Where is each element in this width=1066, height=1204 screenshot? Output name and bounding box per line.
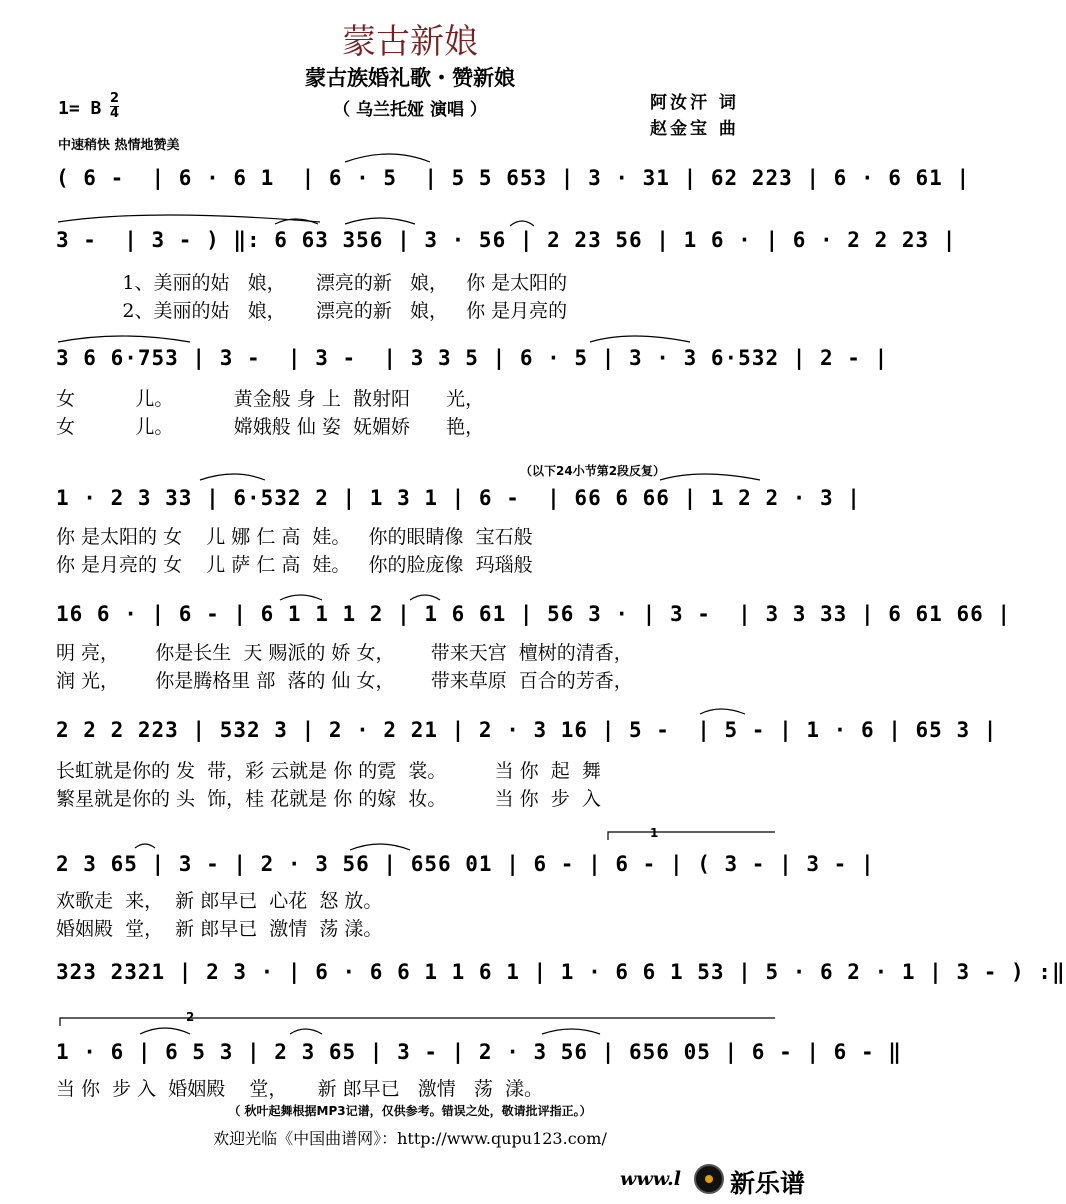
score-row-5: 16 6 · | 6 - | 6 1 1 1 2 | 1 6 61 | 56 3 · | 3 - | 3 3 33 | 6 61 66 | <box>56 602 1012 626</box>
slur <box>140 1028 190 1034</box>
repeat-note: （以下24小节第2段反复） <box>520 464 666 478</box>
lyric-row-3b: 你 是月亮的 女 儿 萨 仁 高 娃。 你的脸庞像 玛瑙般 <box>56 554 533 576</box>
disclaimer-note: （ 秋叶起舞根据MP3记谱，仅供参考。错误之处，敬请批评指正。） <box>228 1104 592 1118</box>
logo-name: 新乐谱 <box>730 1169 806 1198</box>
lyric-row-6b: 婚姻殿 堂， 新 郎早已 激情 荡 漾。 <box>56 918 383 940</box>
score-row-6: 2 2 2 223 | 532 3 | 2 · 2 21 | 2 · 3 16 | 5 - | 5 - | 1 · 6 | 65 3 | <box>56 718 998 742</box>
time-signature-bottom: 4 <box>110 106 120 121</box>
score-row-1: ( 6 - | 6 · 6 1 | 6 · 5 | 5 5 653 | 3 · 31 | 62 223 | 6 · 6 61 | <box>56 166 971 190</box>
slur <box>590 336 690 342</box>
slur <box>58 336 190 342</box>
slur <box>280 595 322 600</box>
song-subtitle: 蒙古族婚礼歌・赞新娘 <box>305 66 515 90</box>
slur <box>510 221 534 226</box>
lyric-row-5b: 繁星就是你的 头 饰，桂 花就是 你 的嫁 妆。 当 你 步 入 <box>56 788 601 810</box>
lyric-row-1b: 2、美丽的姑 娘， 漂亮的新 娘， 你 是月亮的 <box>56 300 568 322</box>
slur <box>345 218 415 224</box>
lyric-row-2a: 女 儿。 黄金般 身 上 散射阳 光， <box>56 388 485 410</box>
score-row-3: 3 6 6·753 | 3 - | 3 - | 3 3 5 | 6 · 5 | 3 · 3 6·532 | 2 - | <box>56 346 889 370</box>
score-row-7: 2 3 65 | 3 - | 2 · 3 56 | 656 01 | 6 - | 6 - | ( 3 - | 3 - | <box>56 852 875 876</box>
slur <box>200 474 265 480</box>
slur <box>345 154 430 162</box>
slur <box>410 595 440 600</box>
score-row-9: 1 · 6 | 6 5 3 | 2 3 65 | 3 - | 2 · 3 56 | 656 05 | 6 - | 6 - ‖ <box>56 1040 902 1064</box>
score-row-8: 323 2321 | 2 3 · | 6 · 6 6 1 1 6 1 | 1 · 6 6 1 53 | 5 · 6 2 · 1 | 3 - ) :‖ <box>56 960 1066 984</box>
volta-2-bracket <box>60 1018 775 1026</box>
score-row-4: 1 · 2 3 33 | 6·532 2 | 1 3 1 | 6 - | 66 6 66 | 1 2 2 · 3 | <box>56 486 861 510</box>
lyricist-credit: 阿汝汗 词 <box>650 93 739 113</box>
lyric-row-1a: 1、美丽的姑 娘， 漂亮的新 娘， 你 是太阳的 <box>56 272 568 294</box>
slur <box>350 844 410 850</box>
time-signature-top: 2 <box>110 91 120 106</box>
logo-url-text: www.l <box>620 1168 681 1190</box>
lyric-row-6a: 欢歌走 来， 新 郎早已 心花 怒 放。 <box>56 890 383 912</box>
slur <box>700 709 745 714</box>
performer-line: （ 乌兰托娅 演唱 ） <box>333 100 487 120</box>
lyric-row-2b: 女 儿。 嫦娥般 仙 姿 妩媚娇 艳， <box>56 416 485 438</box>
slur <box>660 474 760 480</box>
volta-2-label: 2 <box>186 1010 195 1024</box>
lyric-row-4a: 明 亮， 你是长生 天 赐派的 娇 女， 带来天宫 檀树的清香， <box>56 642 633 664</box>
key-signature: 1= B <box>58 98 102 119</box>
slur <box>290 1029 322 1034</box>
lyric-row-7: 当 你 步 入 婚姻殿 堂， 新 郎早已 激情 荡 漾。 <box>56 1078 543 1100</box>
slur <box>542 1029 600 1034</box>
composer-credit: 赵金宝 曲 <box>650 119 739 139</box>
lyric-row-5a: 长虹就是你的 发 带，彩 云就是 你 的霓 裳。 当 你 起 舞 <box>56 760 601 782</box>
volta-1-label: 1 <box>650 826 659 840</box>
song-title: 蒙古新娘 <box>342 22 478 62</box>
slur <box>135 844 155 848</box>
lyric-row-4b: 润 光， 你是腾格里 部 落的 仙 女， 带来草原 百合的芳香， <box>56 670 633 692</box>
lyric-row-3a: 你 是太阳的 女 儿 娜 仁 高 娃。 你的眼睛像 宝石般 <box>56 526 533 548</box>
tempo-marking: 中速稍快 热情地赞美 <box>58 138 180 153</box>
welcome-link[interactable]: 欢迎光临《中国曲谱网》：http://www.qupu123.com/ <box>213 1129 607 1148</box>
score-row-2: 3 - | 3 - ) ‖: 6 63 356 | 3 · 56 | 2 23 56 | 1 6 · | 6 · 2 2 23 | <box>56 228 957 252</box>
volta-1-bracket <box>608 832 775 840</box>
